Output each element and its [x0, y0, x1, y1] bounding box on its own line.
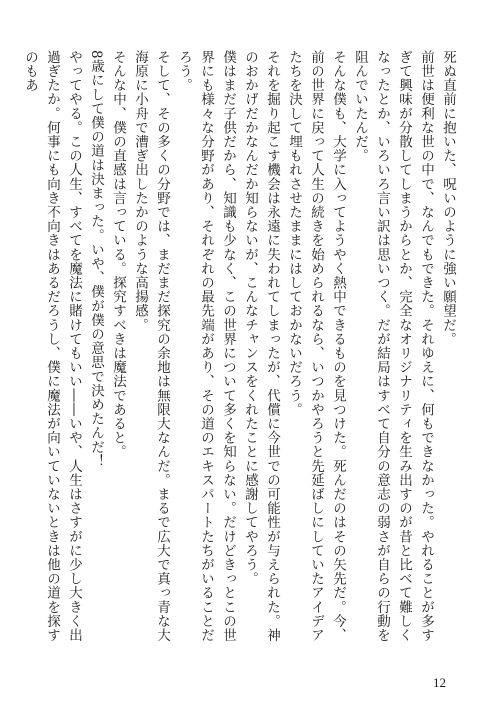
paragraph: そんな僕も、大学に入ってようやく熱中できるものを見つけた。死んだのはその矢先だ。今、前の世界に戻って人生の続きを始められるなら、いつかやろうと先延ばしにしていたアイデアたちを決して埋もれさせたままにはしておかないだろう。	[286, 50, 346, 643]
paragraph: 僕はまだ子供だから、知識も少なく、この世界について多くを知らない。だけどきっとこの世界にも様々な分野があり、それぞれの最先端があり、その道のエキスパートたちがいることだろう。	[176, 50, 236, 643]
page-number: 12	[433, 675, 446, 690]
paragraph: そして、その多くの分野では、まだまだ探究の余地は無限大なんだ。まるで広大で真っ青な大海原に小舟で漕ぎ出したかのような高揚感。	[132, 50, 170, 643]
paragraph: 8歳にして僕の道は決まった。いや、僕が僕の意思で決めたんだ！	[88, 50, 104, 469]
paragraph: それを掘り起こす機会は永遠に失われてしまったが、代償に今世での可能性が与えられた。神のおかげだかなんだか知らないが、こんなチャンスをくれたことに感謝してやろう。	[242, 50, 280, 643]
vertical-text-body	[22, 50, 459, 648]
paragraph: 死ぬ直前に抱いた、呪いのように強い願望だ。	[440, 50, 456, 347]
paragraph: やってやる。この人生、すべてを魔法に賭けてもいい――いや、人生はさすがに少し大きく出過ぎたか。何事にも向き不向きはあるだろうし、僕に魔法が向いていないときは他の道を探すのもあ	[22, 50, 82, 643]
paragraph: そんな中、僕の直感は言っている。探究すべきは魔法であると。	[110, 50, 126, 459]
paragraph: 前世は便利な世の中で、なんでもできた。それゆえに、何もできなかった。やれることが多すぎて興味が分散してしまうからとか、完全なオリジナリティを生み出すのが昔と比べて難しくなったとか、いろいろ言い訳は思いつく。だが結局はすべて自分の意志の弱さが自らの行動を阻んでいたんだ。	[352, 50, 434, 643]
